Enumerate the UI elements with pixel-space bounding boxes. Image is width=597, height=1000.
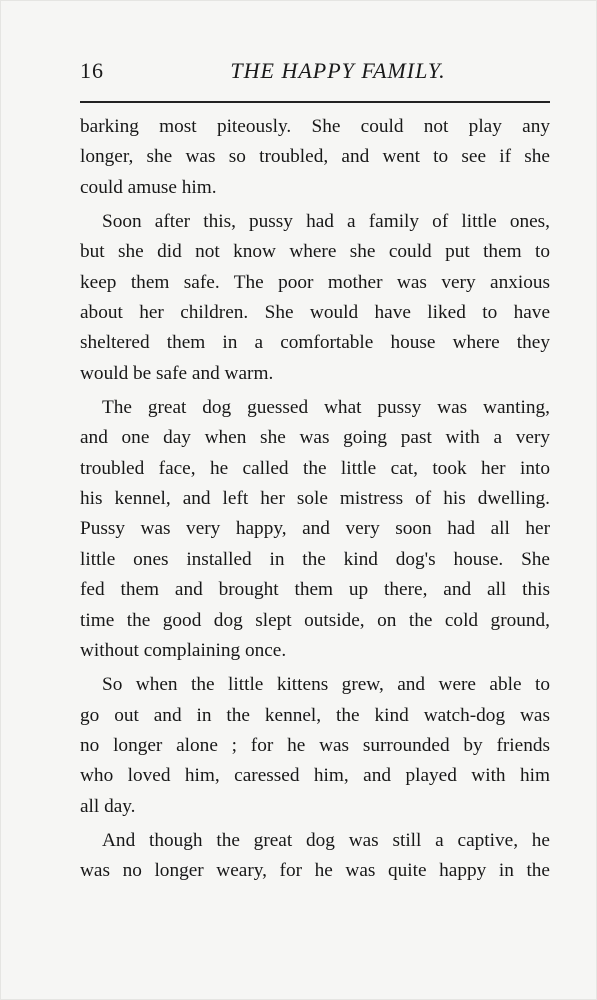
text-line: sheltered them in a comfortable house where they <box>80 332 550 354</box>
page-header <box>80 58 550 98</box>
paragraph <box>80 207 550 389</box>
text-line: Soon after this, pussy had a family of little ones, <box>102 211 550 233</box>
text-line: no longer alone ; for he was surrounded by friends <box>80 734 550 756</box>
text-line: little ones installed in the kind dog's house. She <box>80 548 550 570</box>
text-line: all day. <box>80 795 136 817</box>
text-line: could amuse him. <box>80 176 217 198</box>
text-line: longer, she was so troubled, and went to see if she <box>80 146 550 168</box>
text-line: would be safe and warm. <box>80 362 274 384</box>
text-line: And though the great dog was still a captive, he <box>102 829 550 851</box>
text-line: barking most piteously. She could not play any <box>80 116 550 137</box>
text-line: time the good dog slept outside, on the cold ground, <box>80 609 550 631</box>
header-rule <box>80 101 550 103</box>
paragraph <box>80 670 550 822</box>
paragraph <box>80 393 550 666</box>
text-line: was no longer weary, for he was quite happy in the <box>80 860 550 882</box>
text-line: fed them and brought them up there, and all this <box>80 579 550 601</box>
text-line: who loved him, caressed him, and played with him <box>80 765 550 787</box>
text-line: Pussy was very happy, and very soon had all her <box>80 518 550 540</box>
text-line: go out and in the kennel, the kind watch-dog was <box>80 704 550 726</box>
running-title: THE HAPPY FAMILY. <box>230 58 446 83</box>
text-line: his kennel, and left her sole mistress of his dwelling. <box>80 488 550 510</box>
text-line: but she did not know where she could put them to <box>80 241 550 263</box>
text-line: So when the little kittens grew, and were able to <box>102 674 550 696</box>
paragraph <box>80 112 550 203</box>
text-line: and one day when she was going past with a very <box>80 427 550 449</box>
text-line: troubled face, he called the little cat, took her into <box>80 457 550 479</box>
body-text <box>80 112 550 891</box>
text-line: about her children. She would have liked to have <box>80 302 550 324</box>
paragraph <box>80 826 550 887</box>
text-line: without complaining once. <box>80 639 287 661</box>
page-number: 16 <box>80 58 104 83</box>
text-line: keep them safe. The poor mother was very anxious <box>80 271 550 293</box>
text-line: The great dog guessed what pussy was wanting, <box>102 397 550 419</box>
